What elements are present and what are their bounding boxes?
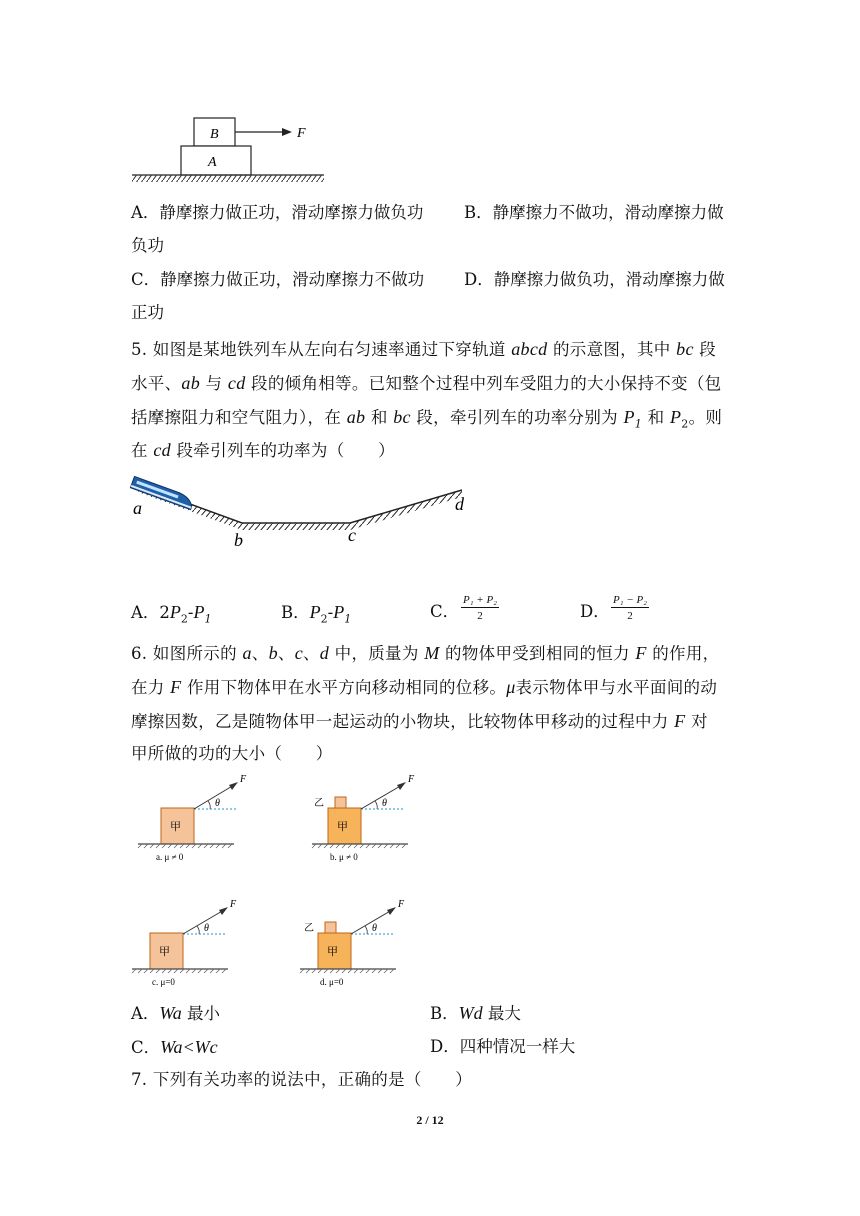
q5-option-b: B．$P_2-P_1$: [281, 602, 352, 626]
jia-label: 甲: [327, 946, 338, 958]
q4-option-b: B．静摩擦力不做功，滑动摩擦力做: [464, 203, 724, 222]
q6-line2: 在力 F 作用下物体甲在水平方向移动相同的位移。μ表示物体甲与水平面间的动: [131, 677, 718, 697]
q7-line1: 7. 下列有关功率的说法中，正确的是（ ）: [131, 1070, 473, 1089]
q6-line3: 摩擦因数，乙是随物体甲一起运动的小物块，比较物体甲移动的过程中力 F 对: [131, 711, 708, 731]
q4-option-d: D．静摩擦力做负功，滑动摩擦力做: [464, 270, 725, 289]
block-yi: [335, 797, 346, 808]
force-label: F: [408, 774, 415, 785]
q6-figure-b: [310, 770, 430, 865]
q5-track-figure: [128, 468, 473, 550]
q5-option-a: A．$2P_2-P_1$: [131, 602, 212, 626]
q5-line2: 水平、ab 与 cd 段的倾角相等。已知整个过程中列车受阻力的大小保持不变（包: [131, 373, 722, 393]
jia-label: 甲: [159, 946, 170, 958]
block-b-label: B: [210, 127, 219, 142]
angle-label: θ: [372, 923, 377, 934]
q4-option-b-cont: 负功: [131, 236, 164, 255]
q6-option-d: D．四种情况一样大: [430, 1037, 576, 1056]
angle-label: θ: [204, 923, 209, 934]
angle-label: θ: [215, 798, 220, 809]
q5-option-c-fraction: $\frac{\text{P₁ + P₂}}{2}$: [463, 594, 498, 622]
q6-option-b: B．Wd 最大: [430, 1003, 521, 1023]
q6-option-a: A．Wa 最小: [131, 1003, 221, 1023]
yi-label: 乙: [304, 923, 314, 934]
caption-c: c. μ=0: [152, 977, 175, 987]
q6-figure-d: [298, 895, 423, 990]
q4-figure: [128, 110, 328, 186]
jia-label: 甲: [170, 821, 181, 833]
angle-label: θ: [382, 798, 387, 809]
q5-line1: 5. 如图是某地铁列车从左向右匀速率通过下穿轨道 abcd 的示意图，其中 bc 段: [131, 339, 717, 359]
q5-line3: 括摩擦阻力和空气阻力），在 ab 和 bc 段，牵引列车的功率分别为 $P_1$ 和 $P_2$。则: [131, 407, 723, 431]
force-label: F: [398, 899, 405, 910]
point-a-label: a: [133, 498, 142, 518]
block-a-label: A: [208, 155, 217, 170]
q5-option-d-fraction: $\frac{\text{P₁ − P₂}}{2}$: [613, 594, 648, 622]
q4-option-d-cont: 正功: [131, 303, 164, 322]
point-c-label: c: [348, 525, 356, 545]
force-arrow: [194, 785, 234, 809]
point-d-label: d: [455, 494, 464, 514]
q6-figure-a: [136, 770, 256, 865]
q5-option-c: C．: [430, 602, 460, 621]
page-number: 2 / 12: [416, 1113, 444, 1127]
force-label: F: [240, 774, 247, 785]
q4-option-c: C．静摩擦力做正功，滑动摩擦力不做功: [131, 270, 425, 289]
yi-label: 乙: [314, 798, 324, 809]
caption-b: b. μ ≠ 0: [330, 852, 358, 862]
q5-option-d: D．: [580, 602, 610, 621]
force-label: F: [230, 899, 237, 910]
q5-line4: 在 cd 段牵引列车的功率为（ ）: [131, 440, 395, 460]
q6-option-c: C．Wa<Wc: [131, 1037, 218, 1057]
caption-a: a. μ ≠ 0: [156, 852, 184, 862]
force-arrowhead: [282, 128, 292, 136]
block-yi: [325, 922, 336, 933]
q6-figure-c: [130, 895, 250, 990]
ground-hatch: [132, 175, 324, 182]
force-label: F: [297, 126, 306, 141]
q4-option-a: A．静摩擦力做正功，滑动摩擦力做负功: [131, 203, 424, 222]
caption-d: d. μ=0: [320, 977, 344, 987]
q6-line1: 6. 如图所示的 a、b、c、d 中，质量为 M 的物体甲受到相同的恒力 F 的作用，: [131, 643, 720, 663]
point-b-label: b: [234, 530, 243, 550]
q6-line4: 甲所做的功的大小（ ）: [131, 744, 333, 763]
jia-label: 甲: [337, 821, 348, 833]
